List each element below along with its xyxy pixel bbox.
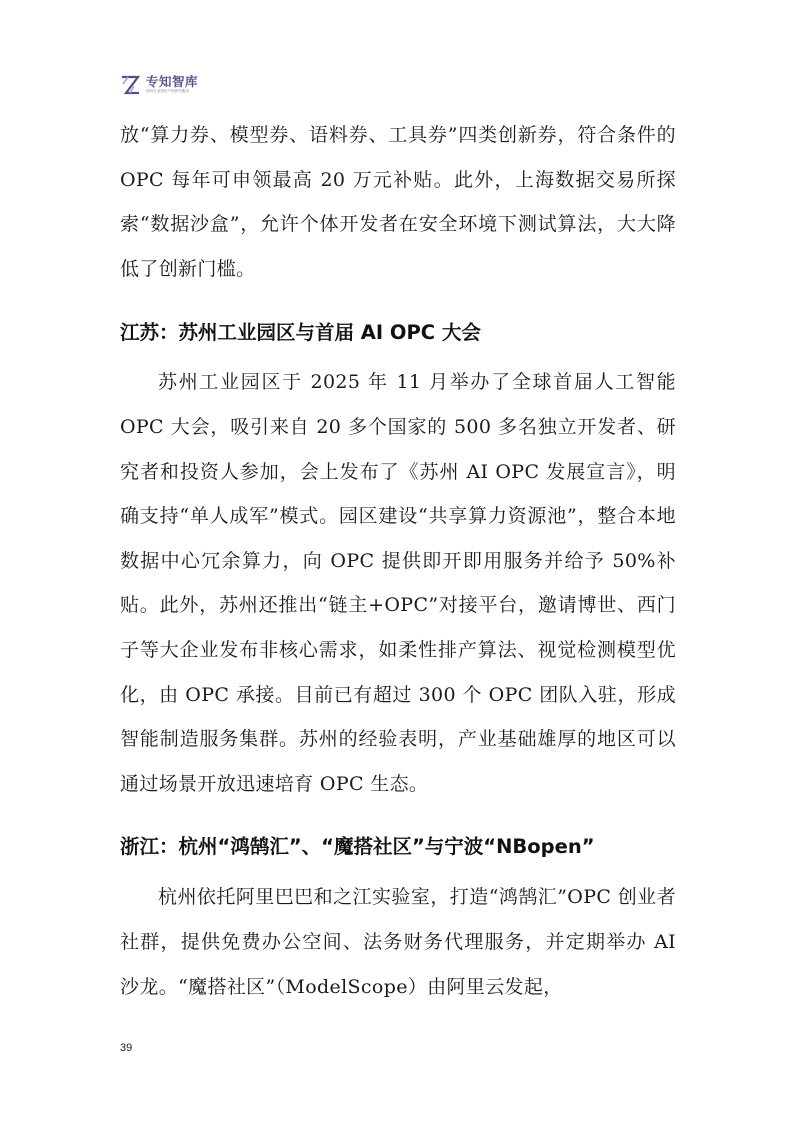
section-heading-zhejiang: 浙江：杭州“鸿鹄汇”、“魔搭社区”与宁波“NBopen” — [120, 835, 595, 859]
brand-tagline: 面向专业知识产权研究服务 — [146, 89, 190, 94]
section-heading-jiangsu: 江苏：苏州工业园区与首届 AI OPC 大会 — [120, 321, 481, 345]
spacer — [120, 348, 676, 360]
body-paragraph: 放“算力券、模型券、语料券、工具券”四类创新券，符合条件的 OPC 每年可申领最高 20 万元补贴。此外，上海数据交易所探索“数据沙盒”，允许个体开发者在安全环境下测试算法，大大降低了创新门槛。 — [120, 124, 676, 280]
spacer — [120, 862, 676, 875]
spacer — [120, 291, 676, 318]
spacer — [120, 806, 676, 832]
zhuanzhi-logo-icon — [120, 74, 142, 96]
brand-text — [146, 73, 199, 94]
page-number: 39 — [120, 1042, 133, 1054]
body-paragraph: 苏州工业园区于 2025 年 11 月举办了全球首届人工智能 OPC 大会，吸引来自 20 多个国家的 500 多名独立开发者、研究者和投资人参加，会上发布了《苏州 AI OPC 发展宣言》，明确支持“单人成军”模式。园区建设“共享算力资源池”，整合本地数据中心冗余算力，向 OPC 提供即开即用服务并给予 50%补贴。此外，苏州还推出“链主+OPC”对接平台，邀请博世、西门子等大企业发布非核心需求，如柔性排产算法、视觉检测模型优化，由 OPC 承接。目前已有超过 300 个 OPC 团队入驻，形成智能制造服务集群。苏州的经验表明，产业基础雄厚的地区可以通过场景开放迅速培育 OPC 生态。 — [120, 371, 676, 795]
body-paragraph: 杭州依托阿里巴巴和之江实验室，打造“鸿鹄汇”OPC 创业者社群，提供免费办公空间、法务财务代理服务，并定期举办 AI 沙龙。“魔搭社区”（ModelScope）由阿里云发起， — [120, 886, 676, 998]
page-header — [120, 72, 198, 98]
page-content — [120, 113, 676, 1009]
brand-name: 专知智库 — [146, 73, 199, 89]
